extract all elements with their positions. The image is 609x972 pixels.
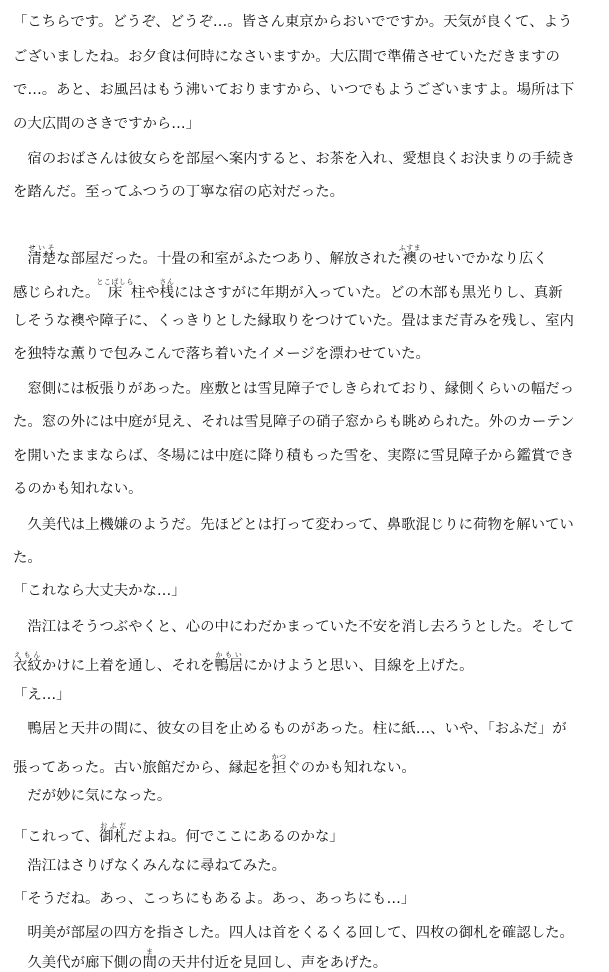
text-line: [13, 48, 599, 66]
text-segment: だが妙に気になった。: [27, 788, 172, 804]
text-segment: 張ってあった。古い旅館だから、縁起を: [13, 760, 272, 776]
text-segment: 「え…」: [13, 687, 71, 703]
text-segment: 柱や: [130, 285, 160, 301]
ruby-reading: ふすま: [398, 244, 422, 252]
ruby-word: [13, 651, 42, 674]
text-segment: で…。あと、お風呂はもう沸いておりますから、いつでもようございますよ。場所は下: [13, 82, 575, 98]
ruby-base: 衣紋: [13, 658, 42, 674]
text-segment: を開いたままならば、冬場には中庭に降り積もった雪を、実際に雪見障子から鑑賞でき: [13, 448, 575, 464]
text-segment: 窓側には板張りがあった。座敷とは雪見障子でしきられており、縁側くらいの幅だっ: [27, 381, 575, 397]
ruby-word: [159, 278, 175, 301]
text-line: [13, 618, 599, 636]
text-line: [13, 380, 599, 398]
text-line: [13, 549, 599, 567]
text-segment: た。窓の外には中庭が見え、それは雪見障子の硝子窓からも眺められた。外のカーテン: [13, 414, 575, 430]
ruby-reading: かつ: [271, 753, 287, 761]
ruby-reading: えもん: [13, 651, 42, 659]
text-line: [13, 651, 599, 675]
ruby-word: [27, 244, 57, 267]
text-segment: かけに上着を通し、それを: [41, 658, 215, 674]
ruby-reading: かもい: [214, 651, 244, 659]
text-segment: にかけようと思い、目線を上げた。: [243, 658, 474, 674]
ruby-base: 清楚: [27, 251, 57, 267]
text-line: [13, 753, 599, 777]
text-line: [13, 150, 599, 168]
ruby-word: [214, 651, 244, 674]
ruby-base: 床: [96, 285, 134, 301]
text-line: [13, 582, 599, 600]
text-line: [13, 857, 599, 875]
text-line: [13, 720, 599, 738]
ruby-reading: ま: [142, 948, 157, 956]
text-line: [13, 890, 599, 908]
text-segment: を独特な薫りで包みこんで落ち着いたイメージを漂わせていた。: [13, 346, 430, 362]
text-segment: た。: [13, 550, 42, 566]
text-segment: のせいでかなり広く: [418, 251, 548, 267]
text-line: [13, 686, 599, 704]
text-line: [13, 13, 599, 31]
ruby-reading: さん: [159, 278, 175, 286]
text-segment: 鴨居と天井の間に、彼女の目を止めるものがあった。柱に紙…、いや、「おふだ」が: [27, 721, 567, 737]
ruby-base: 間: [142, 955, 157, 971]
text-segment: だよね。何でここにあるのかな」: [127, 829, 344, 845]
text-line: [13, 516, 599, 534]
ruby-base: 御札: [99, 829, 128, 845]
text-segment: の天井付近を見回し、声をあげた。: [156, 955, 388, 971]
text-segment: 久美代は上機嫌のようだ。先ほどとは打って変わって、鼻歌混じりに荷物を解いてい: [27, 517, 574, 533]
text-segment: にはさすがに年期が入っていた。どの木部も黒光りし、真新: [174, 285, 563, 301]
text-segment: を踏んだ。至ってふつうの丁寧な宿の応対だった。: [13, 184, 344, 200]
text-line: [13, 115, 599, 133]
text-line: [13, 787, 599, 805]
text-segment: 「こちらです。どうぞ、どうぞ…。皆さん東京からおいでですか。天気が良くて、よう: [13, 14, 573, 30]
text-segment: しそうな襖や障子に、くっきりとした縁取りをつけていた。畳はまだ青みを残し、室内: [13, 313, 574, 329]
text-line: [13, 183, 599, 201]
text-segment: 久美代が廊下側の: [27, 955, 143, 971]
ruby-reading: とこばしら: [96, 278, 134, 286]
text-segment: の大広間のさきですから…」: [13, 116, 201, 132]
ruby-word: [142, 948, 157, 971]
text-line: [13, 413, 599, 431]
text-line: [13, 447, 599, 465]
text-segment: 「そうだね。あっ、こっちにもあるよ。あっ、あっちにも…」: [13, 891, 416, 907]
text-line: [13, 312, 599, 330]
ruby-word: [271, 753, 287, 776]
ruby-reading: おふだ: [99, 822, 128, 830]
text-line: [13, 244, 599, 268]
text-segment: 「これなら大丈夫かな…」: [13, 583, 186, 599]
text-line: [13, 345, 599, 363]
text-line: [13, 81, 599, 99]
text-segment: るのかも知れない。: [13, 481, 143, 497]
text-line: [13, 924, 599, 942]
text-segment: 宿のおばさんは彼女らを部屋へ案内すると、お茶を入れ、愛想良くお決まりの手続き: [27, 151, 576, 167]
ruby-base: 鴨居: [214, 658, 244, 674]
text-line: [13, 480, 599, 498]
ruby-word: [398, 244, 422, 267]
ruby-base: 襖: [398, 251, 422, 267]
text-line: [13, 948, 599, 972]
text-segment: ございましたね。お夕食は何時になさいますか。大広間で準備させていただきますの: [13, 49, 560, 65]
text-segment: ぐのかも知れない。: [286, 760, 416, 776]
text-segment: 浩江はさりげなくみんなに尋ねてみた。: [27, 858, 287, 874]
ruby-reading: せいそ: [27, 244, 57, 252]
text-line: [13, 278, 599, 302]
text-line: [13, 822, 599, 846]
ruby-base: 担: [271, 760, 287, 776]
text-segment: 浩江はそうつぶやくと、心の中にわだかまっていた不安を消し去ろうとした。そして: [27, 619, 575, 635]
ruby-word: [96, 278, 134, 301]
text-segment: な部屋だった。十畳の和室がふたつあり、解放された: [56, 251, 402, 267]
text-segment: 「これって、: [13, 829, 100, 845]
ruby-base: 桟: [159, 285, 175, 301]
text-segment: 感じられた。: [13, 285, 100, 301]
ruby-word: [99, 822, 128, 845]
text-segment: 明美が部屋の四方を指さした。四人は首をくるくる回して、四枚の御札を確認した。: [27, 925, 574, 941]
